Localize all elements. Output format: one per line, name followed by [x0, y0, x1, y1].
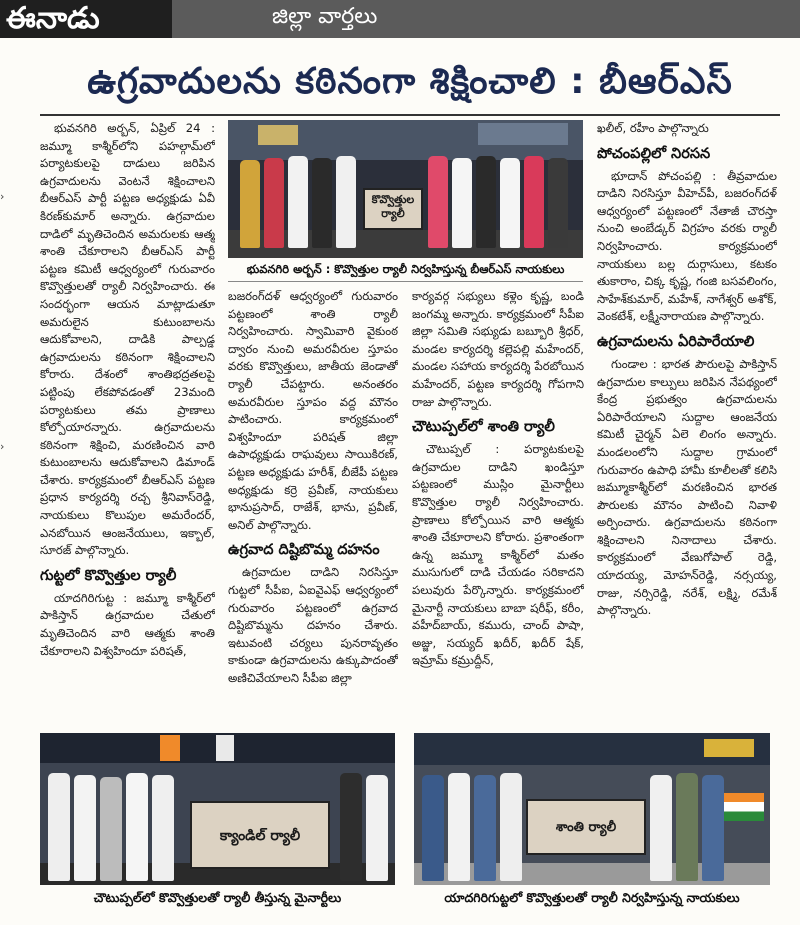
brs-photo-caption: భువనగిరి అర్బన్ : కొవ్వొత్తుల ర్యాలీ నిర్వహిస్తున్న బీఆర్ఎస్ నాయకులు — [246, 262, 565, 276]
person — [240, 160, 260, 248]
person — [524, 156, 544, 248]
paper-logo: ఈనాడు — [0, 0, 172, 38]
article-paragraph: గుండాల : భారత పౌరులపై పాకిస్తాన్ ఉగ్రవాదుల కాల్పులు జరిపిన నేపథ్యంలో కేంద్ర ప్రభుత్వం ఉగ్రవాదులను ఏరిపారేయాలని సుద్దాల ఆంజనేయ కమిటీ చైర్మన్ ఏలె లింగం అన్నారు. మండలంలోని సుద్దాల గ్రామంలో గురువారం ఉపాధి హామీ కూలీలతో కలిసి జమ్మూకాశ్మీర్‌లో మరణించిన భారత పౌరులకు మౌనం పాటించి నివాళి అర్పించారు. ఉగ్రవాదులను కఠినంగా శిక్షించాలని నినాదాలు చేశారు. కార్యక్రమంలో వేణుగోపాల్ రెడ్డి, యాదయ్య, మోహన్‌రెడ్డి, నర్సయ్య, రాజు, నర్సిరెడ్డి, నరేశ్, లక్ష్మి, రమేశ్ పాల్గొన్నారు. — [597, 356, 777, 618]
rally-banner: కొవ్వొత్తుల ర్యాలీ — [363, 188, 423, 230]
leaders-photo-caption: యాదగిరిగుట్టలో కొవ్వొత్తులతో ర్యాలీ నిర్వహిస్తున్న నాయకులు — [444, 890, 740, 905]
article-paragraph: భూదాన్ పోచంపల్లి : తీవ్రవాదుల దాడిని నిరసిస్తూ వీహెచ్‌పీ, బజరంగ్‌దళ్ ఆధ్వర్యంలో పట్టణంలో నేతాజీ చౌరస్తా నుంచి అంబేడ్కర్ విగ్రహం వరకు ర్యాలీ నిర్వహించారు. కార్యక్రమంలో నాయకులు బల్ల దుర్గాసులు, కటకం తుకారాం, చిక్క కృష్ణ, గంజి బసవలింగం, సాహేశ్‌కుమార్, మహేశ్, నాగేశ్వర్ అశోక్, వెంకటేశ్, లక్ష్మీనారాయణ పాల్గొన్నారు. — [597, 168, 777, 324]
article-paragraph: యాదగిరిగుట్ట : జమ్మూ కాశ్మీర్‌లో పాకిస్తాన్ ఉగ్రవాదుల చేతులో మృతిచెందిన వారి ఆత్మకు శాంతి చేకూరాలని విశ్వహిందూ పరిషత్, — [40, 590, 215, 658]
article-paragraph: ఉగ్రవాదుల దాడిని నిరసిస్తూ గుట్టలో సీపీఐ, ఏఐవైఎఫ్ ఆధ్వర్యంలో గురువారం పట్టణంలో ఉగ్రవాద దిష్టిబొమ్మను దహనం చేశారు. ఇటువంటి చర్యలు పునరావృతం కాకుండా ఉగ్రవాదులను ఉక్కుపాదంతో అణిచివేయాలని సీపీఐ జిల్లా — [228, 565, 398, 685]
subhead-effigy-burning: ఉగ్రవాద దిష్టిబొమ్మ దహనం — [228, 542, 380, 559]
subhead-gutta-rally: గుట్టలో కొవ్వొత్తుల ర్యాలీ — [40, 567, 177, 584]
person — [702, 775, 724, 881]
person — [474, 775, 496, 881]
headline: ఉగ్రవాదులను కఠినంగా శిక్షించాలి : బీఆర్ఎస్ — [87, 61, 733, 102]
section-label: జిల్లా వార్తలు — [172, 0, 800, 38]
person — [448, 773, 470, 881]
headline-rule — [40, 114, 780, 116]
leaders-rally-photo — [414, 733, 770, 885]
caption-rule — [228, 281, 583, 282]
peace-rally-banner: శాంతి ర్యాలీ — [526, 799, 646, 855]
edge-fragment: › — [0, 440, 5, 453]
column-1 — [40, 120, 215, 730]
column-2 — [228, 288, 398, 728]
brs-rally-photo — [228, 120, 583, 258]
subhead-pochampally-protest: పోచంపల్లిలో నిరసన — [597, 145, 711, 162]
person — [676, 773, 698, 881]
person — [340, 773, 362, 881]
person — [126, 773, 148, 881]
person — [548, 158, 568, 248]
article-paragraph: చౌటుప్పల్ : పర్యాటకులపై ఉగ్రవాదుల దాడిని ఖండిస్తూ పట్టణంలో ముస్లిం మైనార్టీలు కొవ్వొత్తుల ర్యాలీ నిర్వహించారు. ప్రాణాలు కోల్పోయిన వారి ఆత్మకు శాంతి చేకూరాలని కోరారు. ప్రశాంతంగా ఉన్న జమ్మూ కాశ్మీర్‌లో మతం ముసుగులో దాడి చేయడం సరికాదని పలువురు పేర్కొన్నారు. కార్యక్రమంలో మైనార్టీ నాయకులు బాబా షరీఫ్, కరీం, వహీద్‌బాయ్, కమురు, చాంద్ పాషా, అజ్జు, సయ్యద్ ఖదీర్, ఖదీర్ షేక్, ఇమ్రామ్ కమ్రుద్దీన్, — [412, 442, 584, 668]
subhead-choutuppal-rally: చౌటుప్పల్‌లో శాంతి ర్యాలీ — [412, 419, 555, 436]
subhead-eliminate-terrorists: ఉగ్రవాదులను ఏరిపారేయాలి — [597, 333, 755, 350]
article-paragraph: బజరంగ్‌దళ్ ఆధ్వర్యంలో గురువారం పట్టణంలో శాంతి ర్యాలీ నిర్వహించారు. స్వామివారి వైకుంఠ ద్వారం నుంచి అమరవీరుల స్తూపం వరకు కొవ్వొత్తులు, జాతీయ జెండాతో ర్యాలీ చేపట్టారు. అనంతరం అమరవీరుల స్తూపం వద్ద మౌనం పాటించారు. కార్యక్రమంలో విశ్వహిందూ పరిషత్ జిల్లా ఉపాధ్యక్షుడు రాఘవులు సాయికిరణ్, పట్టణ అధ్యక్షుడు హరీశ్, బీజేపీ పట్టణ అధ్యక్షుడు కర్రె ప్రవీణ్, నాయకులు భానుప్రసాద్, రాజేశ్, భాను, ప్రవీణ్, అనిల్ పాల్గొన్నారు. — [228, 289, 398, 532]
article-paragraph: కార్యవర్గ సభ్యులు కళ్లెం కృష్ణ, బండి జంగమ్మ అన్నారు. కార్యక్రమంలో సీపీఐ జిల్లా సమితి సభ్యుడు బబ్బూరి శ్రీధర్, మండల కార్యదర్శి కల్లెపల్లి మహేందర్, మండల సహాయ కార్యదర్శి పేరబోయిన మహేందర్, పట్టణ కార్యదర్శి గోపగాని రాజు పాల్గొన్నారు. — [412, 289, 584, 409]
masthead — [0, 0, 800, 38]
candle-rally-banner: క్యాండిల్ ర్యాలీ — [190, 801, 330, 869]
person — [500, 158, 520, 248]
person — [476, 156, 496, 248]
person — [152, 775, 174, 881]
person — [264, 158, 284, 248]
person — [74, 775, 96, 881]
column-4 — [597, 120, 777, 730]
person — [452, 158, 472, 248]
minorities-rally-photo — [40, 733, 395, 885]
article-paragraph: ఖలీల్, రహీం పాల్గొన్నారు — [597, 121, 709, 135]
minorities-photo-caption: చౌటుప్పల్‌లో కొవ్వొత్తులతో ర్యాలీ తీస్తున్న మైనార్టీలు — [93, 890, 342, 905]
person — [336, 156, 356, 248]
person — [288, 156, 308, 248]
person — [428, 156, 448, 248]
article-paragraph: భువనగిరి అర్బన్, ఏప్రిల్ 24 : జమ్మూ కాశ్మీర్‌లోని పహల్గామ్‌లో పర్యాటకులపై దాడులు జరిపిన ఉగ్రవాదులను వెంటనే శిక్షించాలని బీఆర్ఎస్ పార్టీ పట్టణ అధ్యక్షుడు ఏవీ కిరణ్‌కుమార్ అన్నారు. ఉగ్రవాదుల దాడిలో మృతిచెందిన అమరులకు ఆత్మ శాంతి చేకూరాలని బీఆర్ఎస్ పార్టీ పట్టణ కమిటీ ఆధ్వర్యంలో గురువారం కొవ్వొత్తులతో ర్యాలీ నిర్వహించారు. ఈ సందర్భంగా ఆయన మాట్లాడుతూ అమరులైన కుటుంబాలను ఆదుకోవాలని, దాడికి పాల్పడ్డ ఉగ్రవాదులను కఠినంగా శిక్షించాలని కోరారు. దేశంలో శాంతిభద్రతలపై పట్టింపు లేకపోవడంతో 23మంది పర్యాటకులు తమ ప్రాణాలు కోల్పోయారన్నారు. ఉగ్రవాదులను కఠినంగా శిక్షించి, మరణించిన వారి కుటుంబాలను ఆదుకోవాలని డిమాండ్ చేశారు. కార్యక్రమంలో బీఆర్ఎస్ పట్టణ ప్రధాన కార్యదర్శి రచ్చ శ్రీనివాస్‌రెడ్డి, నాయకులు కొలుపుల అమరేందర్, ఎనబోయిన ఆంజనేయులు, ఇక్బాల్, సూరజ్ పాల్గొన్నారు. — [40, 121, 215, 558]
person — [312, 158, 332, 248]
column-3 — [412, 288, 584, 728]
person — [366, 775, 388, 881]
person — [100, 777, 122, 881]
person — [48, 773, 70, 881]
national-flag — [724, 793, 764, 821]
edge-fragment: › — [0, 190, 5, 203]
person — [422, 775, 444, 881]
person — [500, 773, 522, 881]
person — [650, 775, 672, 881]
